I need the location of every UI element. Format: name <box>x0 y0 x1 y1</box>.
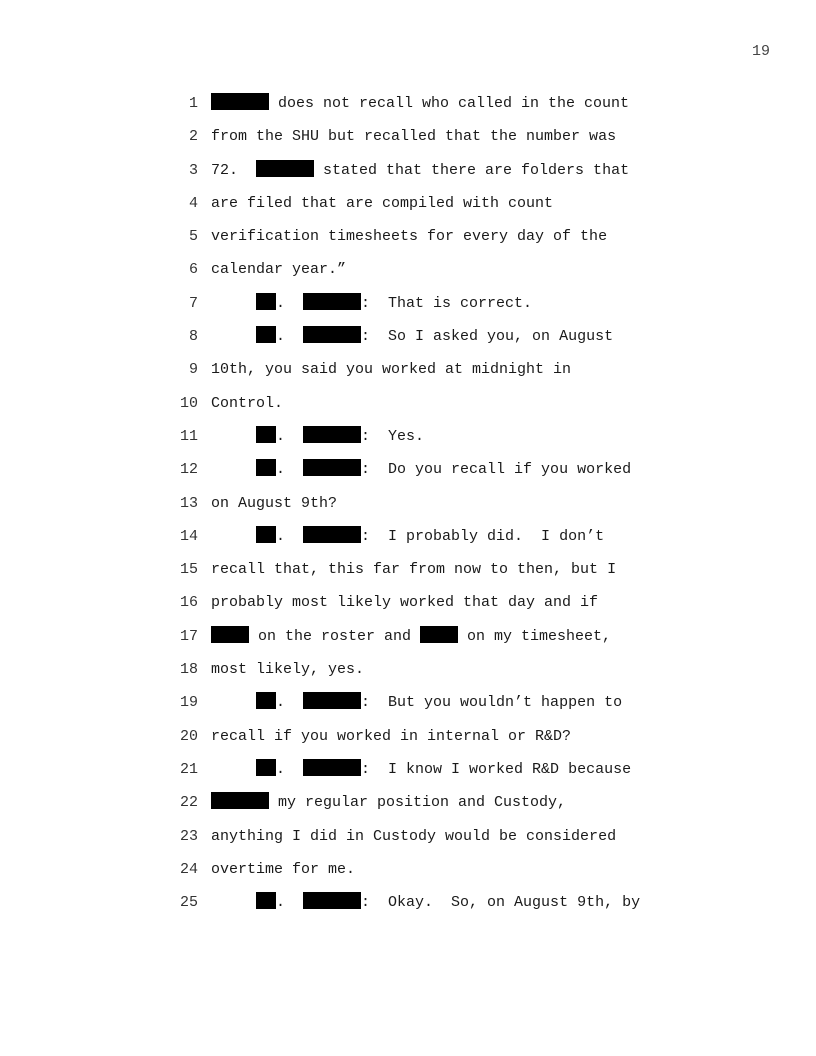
transcript-line <box>170 393 730 426</box>
text-segment: 10th, you said you worked at midnight in <box>211 361 572 379</box>
line-number: 15 <box>179 561 198 579</box>
text-segment: . <box>276 294 304 312</box>
transcript-line <box>170 326 730 359</box>
text-segment: : That is correct. <box>361 294 533 312</box>
line-number: 20 <box>179 727 198 745</box>
redaction-box <box>303 326 361 343</box>
line-number: 24 <box>179 860 198 878</box>
text-segment: . <box>276 328 304 346</box>
redaction-box <box>303 459 361 476</box>
text-segment: verification timesheets for every day of the <box>211 228 608 246</box>
redaction-box <box>303 426 361 443</box>
redaction-box <box>256 459 276 476</box>
transcript-line <box>170 659 730 692</box>
redaction-box <box>256 759 276 776</box>
line-text <box>211 426 424 448</box>
redaction-box <box>211 93 269 110</box>
text-segment: : But you wouldn’t happen to <box>361 694 623 712</box>
text-segment: . <box>276 527 304 545</box>
line-text <box>211 892 640 914</box>
line-text <box>211 226 607 248</box>
line-number: 10 <box>179 394 198 412</box>
redaction-box <box>211 626 249 643</box>
line-number: 12 <box>179 461 198 479</box>
line-text <box>211 493 337 515</box>
text-segment <box>211 528 256 545</box>
text-segment: does not recall who called in the count <box>269 95 630 112</box>
redaction-box <box>256 160 314 177</box>
text-segment: overtime for me. <box>211 860 356 878</box>
transcript-line <box>170 160 730 193</box>
transcript-line <box>170 126 730 159</box>
text-segment: anything I did in Custody would be considered <box>211 827 617 845</box>
transcript-body <box>170 93 730 925</box>
page-number: 19 <box>751 43 770 60</box>
transcript-line <box>170 226 730 259</box>
transcript-line <box>170 459 730 492</box>
line-number: 21 <box>179 760 198 778</box>
line-number: 11 <box>179 427 198 445</box>
line-text <box>211 126 616 148</box>
line-text <box>211 459 631 481</box>
line-text <box>211 859 355 881</box>
redaction-box <box>303 692 361 709</box>
line-text <box>211 559 616 581</box>
text-segment: . <box>276 760 304 778</box>
transcript-line <box>170 592 730 625</box>
line-text <box>211 193 553 215</box>
text-segment: probably most likely worked that day and if <box>211 594 599 612</box>
text-segment: : I know I worked R&D because <box>361 760 632 778</box>
line-text <box>211 160 629 182</box>
transcript-line <box>170 193 730 226</box>
line-number: 23 <box>179 827 198 845</box>
transcript-line <box>170 726 730 759</box>
transcript-line <box>170 792 730 825</box>
transcript-line <box>170 892 730 925</box>
redaction-box <box>256 892 276 909</box>
text-segment: on August 9th? <box>211 494 338 512</box>
line-text <box>211 626 611 648</box>
text-segment: . <box>276 894 304 912</box>
redaction-box <box>256 426 276 443</box>
text-segment: my regular position and Custody, <box>269 794 567 812</box>
text-segment: 72. <box>211 161 257 179</box>
line-number: 2 <box>188 128 198 146</box>
line-number: 25 <box>179 894 198 912</box>
transcript-line <box>170 626 730 659</box>
text-segment: on my timesheet, <box>458 627 612 645</box>
text-segment <box>211 761 256 778</box>
line-number: 13 <box>179 494 198 512</box>
redaction-box <box>256 692 276 709</box>
text-segment <box>211 694 256 711</box>
line-text <box>211 93 629 115</box>
transcript-line <box>170 359 730 392</box>
line-number: 17 <box>179 627 198 645</box>
line-text <box>211 692 622 714</box>
redaction-box <box>256 293 276 310</box>
text-segment <box>211 461 256 478</box>
line-text <box>211 826 616 848</box>
line-number: 4 <box>188 194 198 212</box>
line-text <box>211 259 346 281</box>
transcript-line <box>170 559 730 592</box>
text-segment: stated that there are folders that <box>314 161 630 179</box>
transcript-line <box>170 526 730 559</box>
line-text <box>211 293 532 315</box>
line-number: 1 <box>188 95 198 112</box>
line-number: 3 <box>188 161 198 179</box>
text-segment: recall that, this far from now to then, but I <box>211 561 617 579</box>
line-text <box>211 726 571 748</box>
transcript-line <box>170 859 730 892</box>
line-text <box>211 359 571 381</box>
text-segment: . <box>276 427 304 445</box>
redaction-box <box>256 526 276 543</box>
text-segment <box>211 295 256 312</box>
redaction-box <box>256 326 276 343</box>
line-number: 6 <box>188 261 198 279</box>
line-number: 7 <box>188 294 198 312</box>
redaction-box <box>303 293 361 310</box>
line-text <box>211 326 613 348</box>
line-text <box>211 393 283 415</box>
line-text <box>211 659 364 681</box>
text-segment: : So I asked you, on August <box>361 328 614 346</box>
transcript-line <box>170 759 730 792</box>
transcript-line <box>170 259 730 292</box>
text-segment: . <box>276 461 304 479</box>
transcript-line <box>170 93 730 126</box>
line-number: 22 <box>179 794 198 812</box>
redaction-box <box>420 626 458 643</box>
redaction-box <box>211 792 269 809</box>
text-segment: are filed that are compiled with count <box>211 194 554 212</box>
line-text <box>211 759 631 781</box>
line-number: 19 <box>179 694 198 712</box>
text-segment: most likely, yes. <box>211 661 365 679</box>
line-number: 18 <box>179 661 198 679</box>
transcript-line <box>170 426 730 459</box>
redaction-box <box>303 892 361 909</box>
line-number: 14 <box>179 527 198 545</box>
text-segment: Control. <box>211 394 284 412</box>
line-number: 8 <box>188 328 198 346</box>
transcript-line <box>170 293 730 326</box>
line-number: 9 <box>188 361 198 379</box>
text-segment: . <box>276 694 304 712</box>
transcript-line <box>170 826 730 859</box>
line-text <box>211 592 598 614</box>
text-segment: : Okay. So, on August 9th, by <box>361 894 641 912</box>
line-text <box>211 792 566 814</box>
text-segment <box>211 428 256 445</box>
redaction-box <box>303 526 361 543</box>
transcript-line <box>170 692 730 725</box>
text-segment: : Yes. <box>361 427 425 445</box>
text-segment: on the roster and <box>249 627 421 645</box>
transcript-line <box>170 493 730 526</box>
line-number: 16 <box>179 594 198 612</box>
line-text <box>211 526 604 548</box>
text-segment: from the SHU but recalled that the number was <box>211 128 617 146</box>
text-segment: : I probably did. I don’t <box>361 527 605 545</box>
text-segment: : Do you recall if you worked <box>361 461 632 479</box>
line-number: 5 <box>188 228 198 246</box>
text-segment <box>211 894 256 911</box>
text-segment: calendar year.” <box>211 261 347 279</box>
text-segment <box>211 328 256 345</box>
text-segment: recall if you worked in internal or R&D? <box>211 727 572 745</box>
redaction-box <box>303 759 361 776</box>
